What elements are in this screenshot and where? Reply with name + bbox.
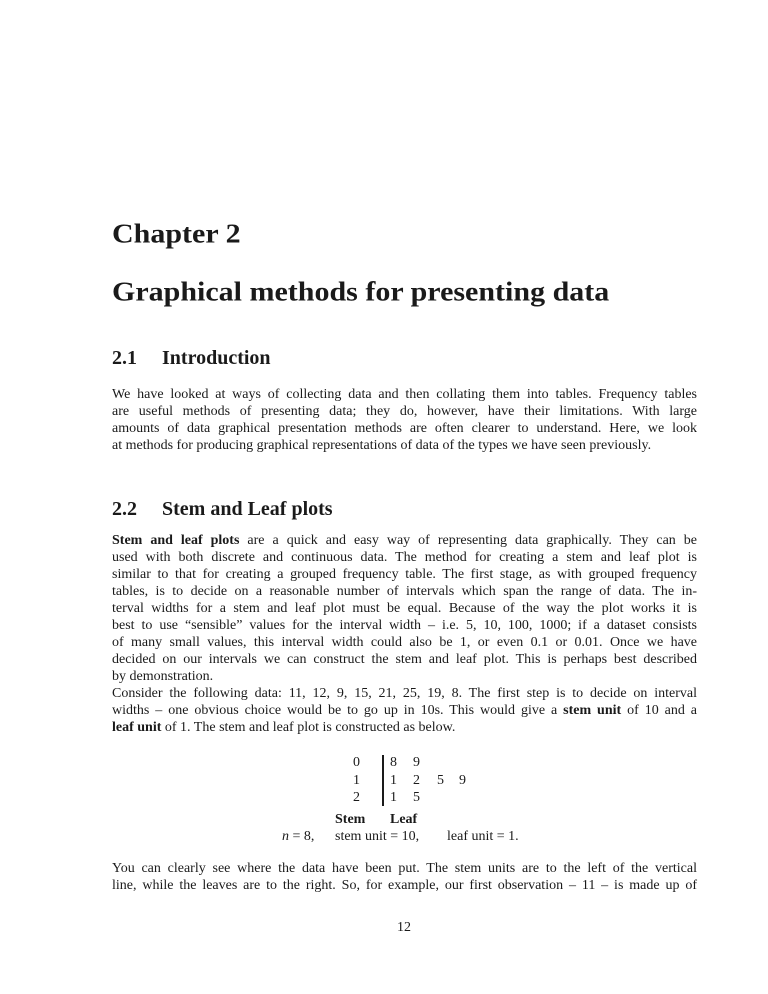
text-segment: of 1. The stem and leaf plot is constructed as below.	[161, 720, 456, 735]
text-line	[112, 685, 697, 702]
chapter-title: Graphical methods for presenting data	[112, 276, 610, 307]
text-segment: line, while the leaves are to the right. So, for example, our first observation – 11 – is made up of	[112, 878, 697, 893]
text-segment: are a quick and easy way of representing data graphically. They can be	[239, 533, 697, 548]
text-line	[112, 420, 697, 437]
text-segment: of many small values, this interval width could also be 1, or even 0.1 or 0.01. Once we have	[112, 635, 697, 650]
leaf-unit-note: leaf unit = 1.	[447, 829, 519, 844]
section-heading-introduction	[112, 346, 271, 370]
text-segment: are useful methods of presenting data; they do, however, have their limitations. With large	[112, 404, 697, 419]
text-segment: used with both discrete and continuous data. The method for creating a stem and leaf plot is	[112, 550, 697, 565]
leaf-value: 8	[390, 755, 397, 770]
leaf-value: 9	[459, 772, 466, 788]
text-line	[112, 719, 697, 736]
leaf-header: Leaf	[390, 812, 418, 827]
leaf-value: 2	[413, 772, 420, 788]
text-line	[112, 403, 697, 420]
text-line	[112, 583, 697, 600]
stem-value: 0	[353, 755, 360, 770]
leaf-value: 5	[437, 772, 444, 788]
bold-term: Stem and leaf plots	[112, 533, 240, 548]
page-number: 12	[397, 920, 411, 935]
text-segment: Consider the following data: 11, 12, 9, 15, 21, 25, 19, 8. The first step is to decide on interval	[112, 686, 697, 701]
section-heading-stem-leaf	[112, 497, 333, 521]
text-line	[112, 617, 697, 634]
leaf-value: 1	[390, 772, 397, 788]
text-line	[112, 437, 697, 454]
text-line	[112, 634, 697, 651]
stem-value: 1	[353, 772, 360, 788]
text-line	[112, 651, 697, 668]
section-number: 2.1	[112, 347, 137, 369]
text-segment: best to use “sensible” values for the interval width – i.e. 5, 10, 100, 1000; if a dataset consists	[112, 618, 697, 633]
text-line	[112, 702, 697, 719]
bold-term: stem unit	[563, 703, 622, 718]
leaf-value: 5	[413, 790, 420, 805]
paragraph-introduction	[112, 386, 697, 454]
text-line	[112, 566, 697, 583]
n-value: = 8,	[289, 829, 315, 844]
text-line	[112, 877, 697, 894]
leaf-value: 1	[390, 790, 397, 805]
n-variable: n	[282, 829, 289, 844]
paragraph-example-data	[112, 685, 697, 736]
stem-header: Stem	[335, 812, 366, 827]
text-segment: similar to that for creating a grouped frequency table. The first stage, as with grouped frequency	[112, 567, 697, 582]
stem-unit-note: stem unit = 10,	[335, 829, 420, 844]
bold-term: leaf unit	[112, 720, 162, 735]
paragraph-stem-leaf-description	[112, 532, 697, 685]
stem-value: 2	[353, 790, 360, 805]
sample-size	[282, 828, 314, 845]
chapter-label: Chapter 2	[112, 218, 241, 249]
section-title: Stem and Leaf plots	[162, 498, 333, 520]
text-line	[112, 600, 697, 617]
text-segment: amounts of data graphical presentation methods are often clearer to understand. Here, we look	[112, 421, 697, 436]
text-segment: widths – one obvious choice would be to go up in 10s. This would give a	[112, 703, 564, 718]
text-line	[112, 532, 697, 549]
text-segment: terval widths for a stem and leaf plot must be equal. Because of the way the plot works it is	[112, 601, 697, 616]
text-line	[112, 860, 697, 877]
text-segment: by demonstration.	[112, 669, 214, 684]
stem-leaf-divider	[382, 755, 384, 806]
text-segment: You can clearly see where the data have been put. The stem units are to the left of the vertical	[112, 861, 697, 876]
leaf-value: 9	[413, 755, 420, 770]
text-line	[112, 549, 697, 566]
text-segment: of 10 and a	[621, 703, 697, 718]
text-segment: We have looked at ways of collecting data and then collating them into tables. Frequency tables	[112, 387, 697, 402]
text-segment: decided on our intervals we can construct the stem and leaf plot. This is perhaps best described	[112, 652, 697, 667]
text-segment: tables, is to decide on a reasonable number of intervals which span the range of data. The in-	[112, 584, 697, 599]
section-title: Introduction	[162, 347, 271, 369]
section-number: 2.2	[112, 498, 137, 520]
text-line	[112, 386, 697, 403]
paragraph-explanation	[112, 860, 697, 894]
text-line	[112, 668, 697, 685]
text-segment: at methods for producing graphical representations of data of the types we have seen previously.	[112, 438, 652, 453]
